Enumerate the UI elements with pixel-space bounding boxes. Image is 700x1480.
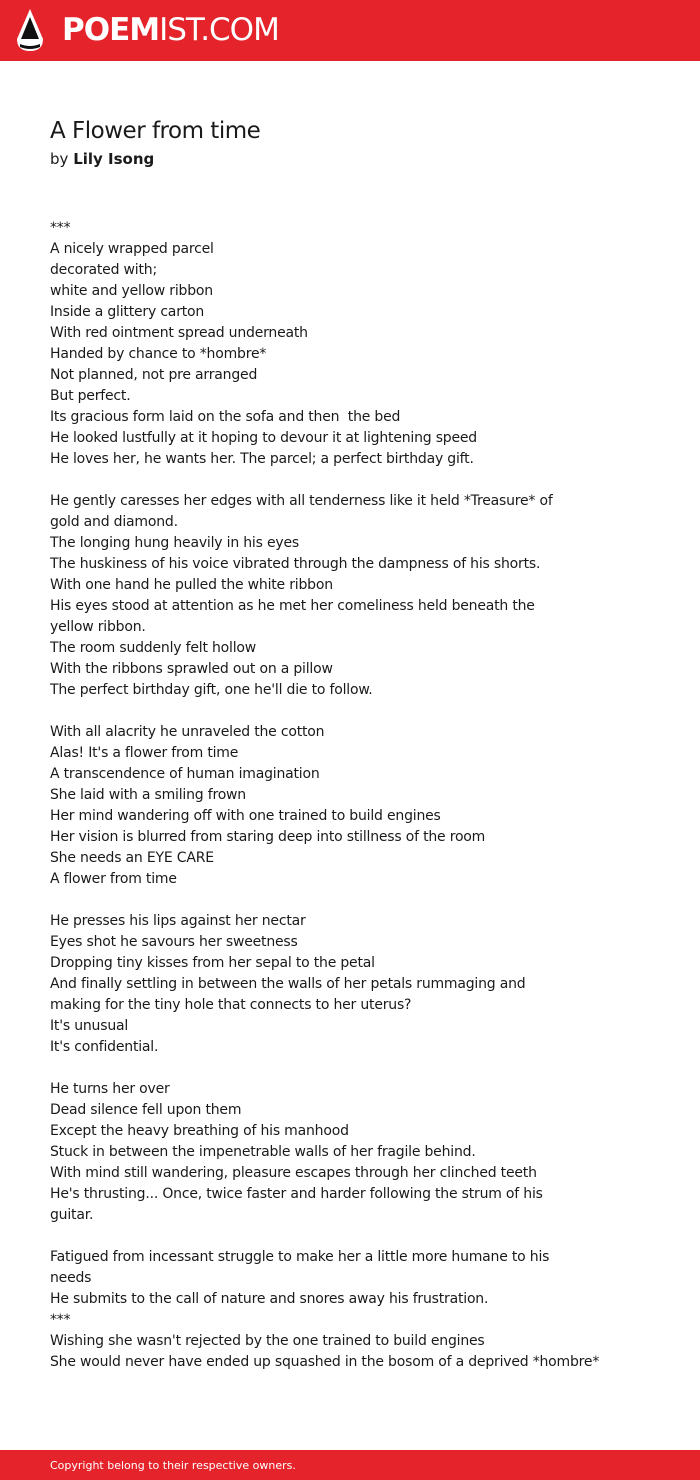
site-footer bbox=[0, 1450, 700, 1480]
poem-body bbox=[50, 218, 650, 1373]
poem-stanza-5: He turns her over Dead silence fell upon them Except the heavy breathing of his manhood Stuck in between the impenetrable walls of her fragile behind. With mind still wandering, pleasure escapes through her clinched teeth He's thrusting... Once, twice faster and harder following the strum of his guitar. bbox=[50, 1081, 543, 1223]
copyright-text: Copyright belong to their respective owners. bbox=[50, 1459, 296, 1472]
by-label: by bbox=[50, 150, 69, 168]
poem-stanza-3: With all alacrity he unraveled the cotton Alas! It's a flower from time A transcendence of human imagination She laid with a smiling frown Her mind wandering off with one trained to build engines Her vision is blurred from staring deep into stillness of the room She needs an EYE CARE A flower from time bbox=[50, 724, 486, 887]
poem-author: Lily Isong bbox=[73, 150, 155, 168]
poem-stanza-4: He presses his lips against her nectar Eyes shot he savours her sweetness Dropping tiny kisses from her sepal to the petal And finally settling in between the walls of her petals rummaging and making for the tiny hole that connects to her uterus? It's unusual It's confidential. bbox=[50, 913, 526, 1055]
logo-light-text: IST.COM bbox=[159, 12, 279, 48]
poem-title: A Flower from time bbox=[50, 118, 261, 144]
pencil-tip-icon bbox=[16, 8, 44, 52]
logo-strong-text: POEM bbox=[62, 12, 160, 48]
site-logo[interactable] bbox=[62, 11, 279, 49]
poem-byline bbox=[50, 148, 154, 170]
poem-stanza-6: Fatigued from incessant struggle to make her a little more humane to his needs He submits to the call of nature and snores away his frustration. *** Wishing she wasn't rejected by the one trained to build engines She would never have ended up squashed in the bosom of a deprived *hombre* bbox=[50, 1249, 600, 1370]
poem-stanza-2: He gently caresses her edges with all tenderness like it held *Treasure* of gold and diamond. The longing hung heavily in his eyes The huskiness of his voice vibrated through the dampness of his shorts. With one hand he pulled the white ribbon His eyes stood at attention as he met her comeliness held beneath the yellow ribbon. The room suddenly felt hollow With the ribbons sprawled out on a pillow The perfect birthday gift, one he'll die to follow. bbox=[50, 493, 553, 698]
site-header bbox=[0, 0, 700, 61]
poem-stanza-1: *** A nicely wrapped parcel decorated with; white and yellow ribbon Inside a glittery carton With red ointment spread underneath Handed by chance to *hombre* Not planned, not pre arranged But perfect. Its gracious form laid on the sofa and then the bed He looked lustfully at it hoping to devour it at lightening speed He loves her, he wants her. The parcel; a perfect birthday gift. bbox=[50, 220, 477, 467]
